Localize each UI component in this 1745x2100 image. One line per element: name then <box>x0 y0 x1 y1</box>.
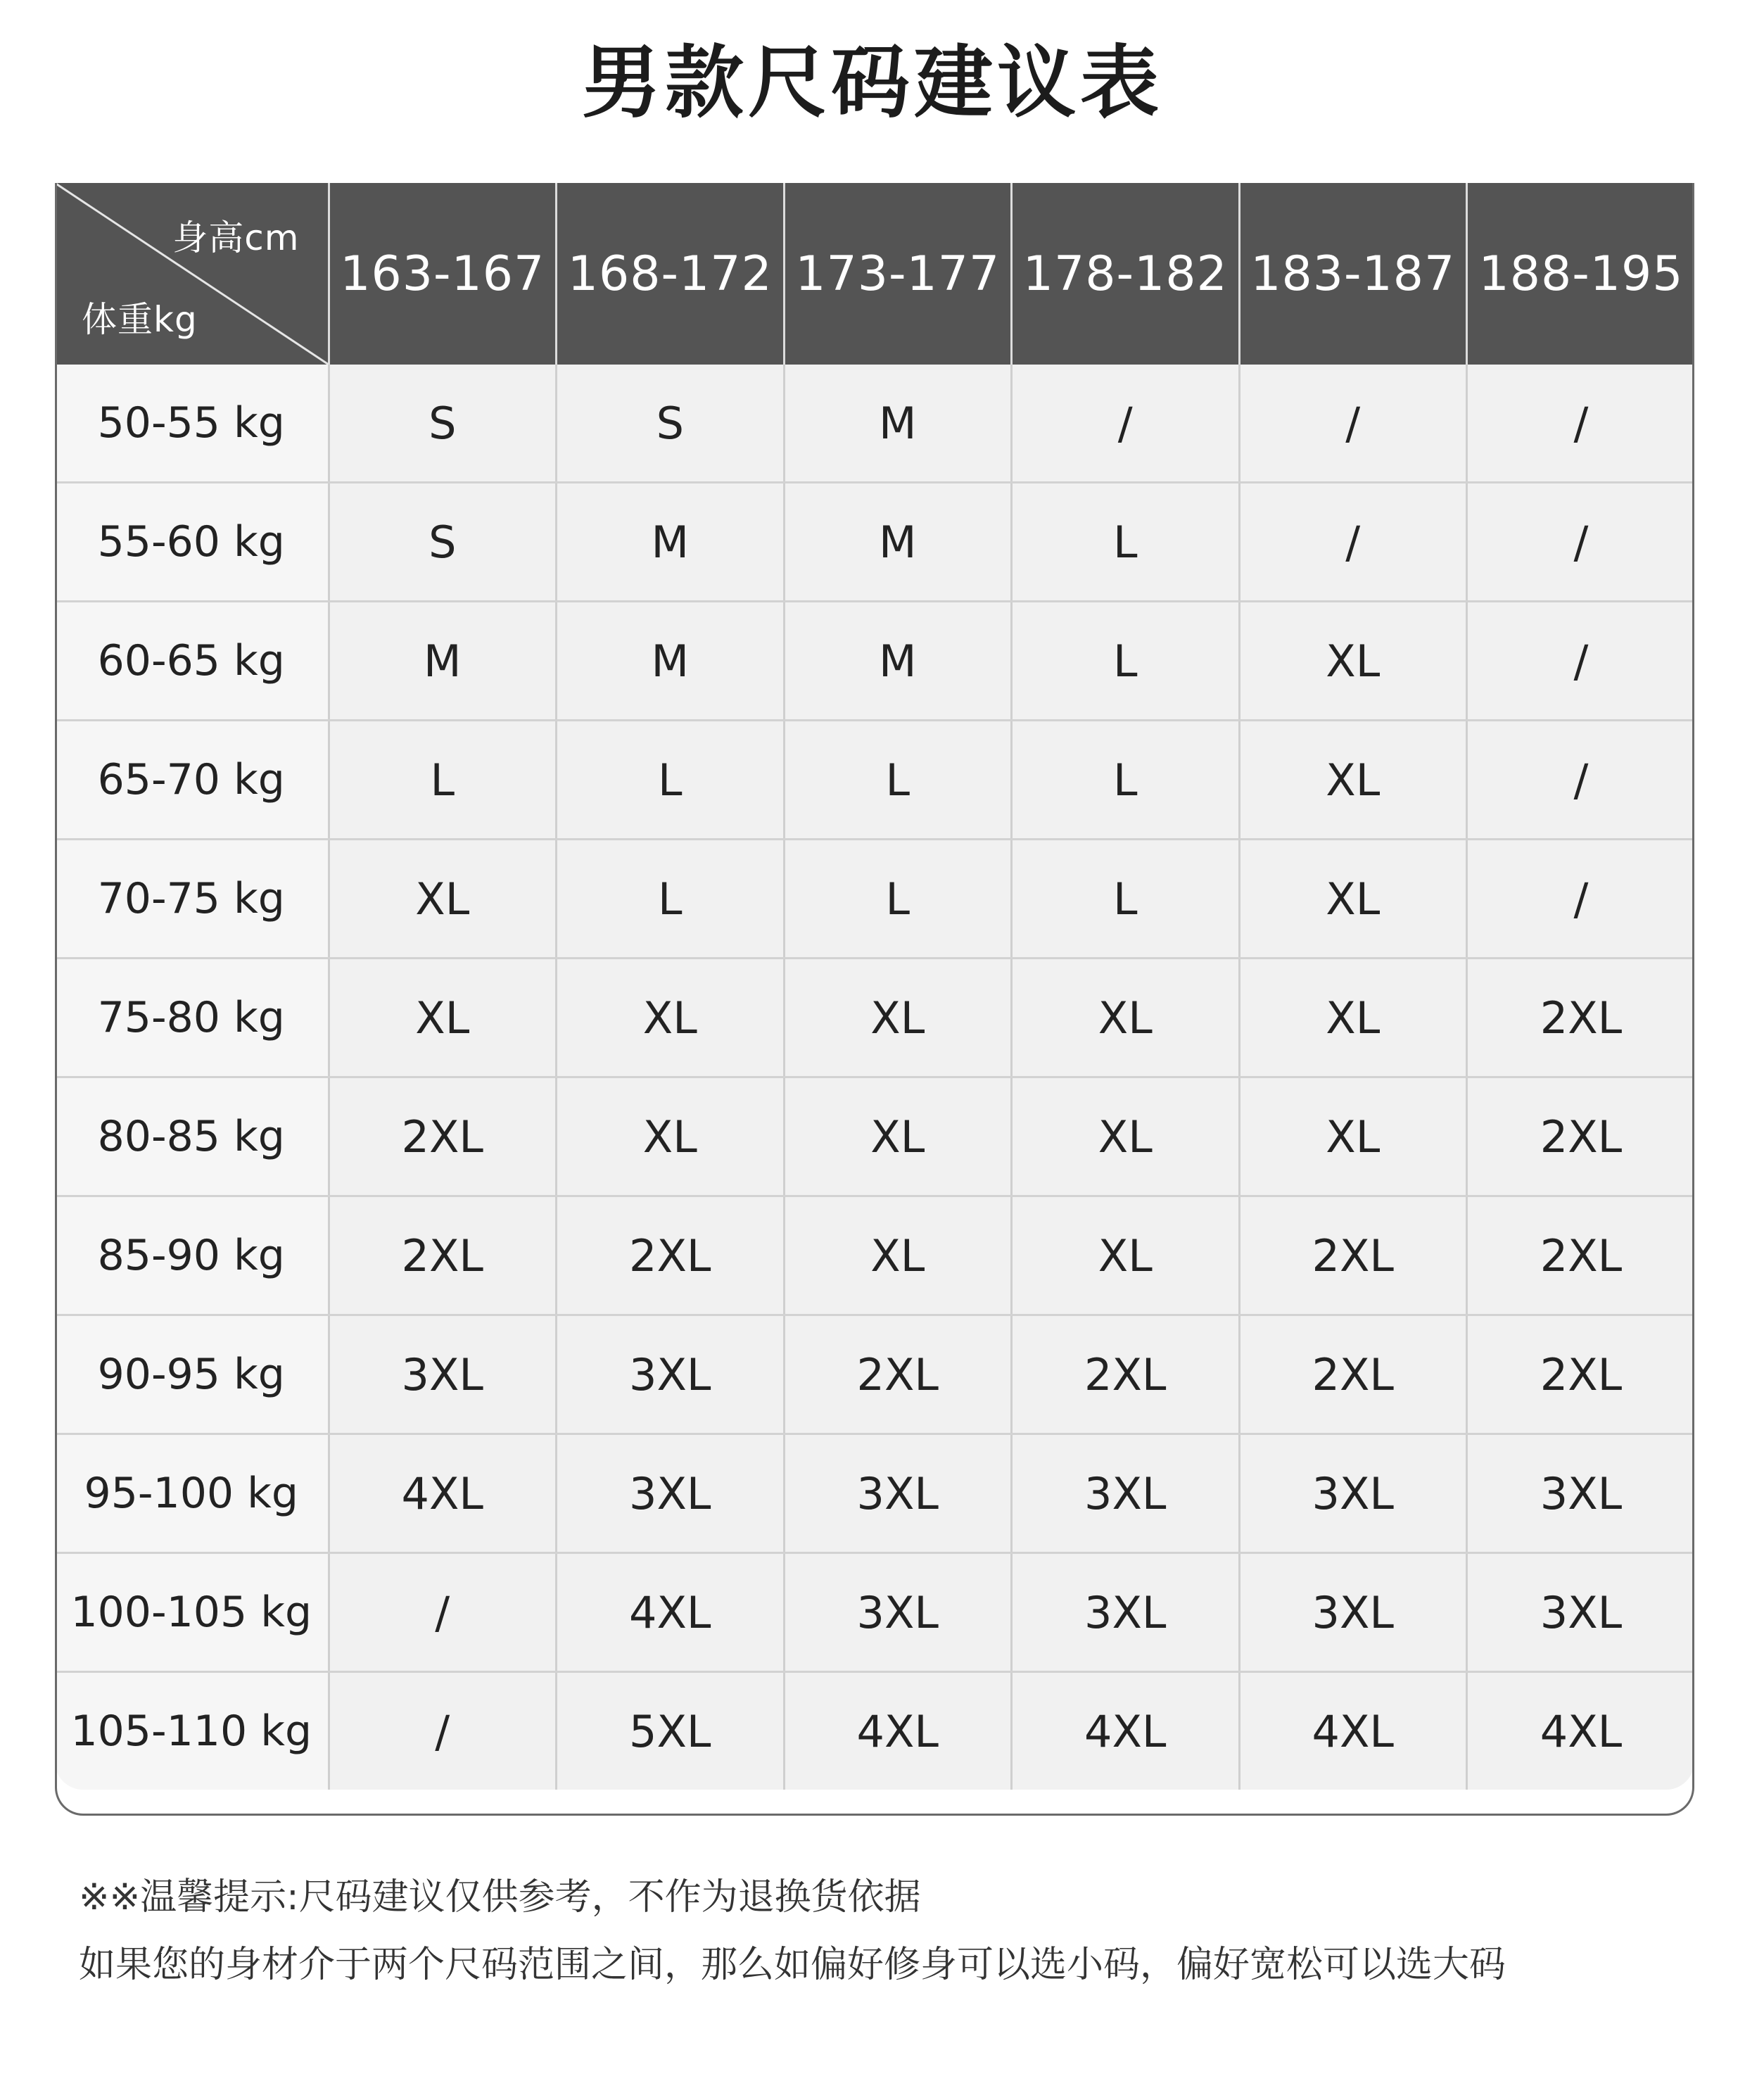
size-cell: XL <box>1239 959 1467 1077</box>
size-cell: 3XL <box>329 1315 557 1434</box>
size-cell: S <box>557 365 785 483</box>
size-cell: XL <box>329 959 557 1077</box>
size-cell: 3XL <box>784 1553 1012 1672</box>
size-cell: L <box>784 840 1012 959</box>
table-row <box>55 721 1694 840</box>
size-cell: M <box>784 365 1012 483</box>
size-cell: XL <box>1239 840 1467 959</box>
size-cell: 2XL <box>1239 1196 1467 1315</box>
size-cell: 2XL <box>1239 1315 1467 1434</box>
advice-line: 如果您的身材介于两个尺码范围之间，那么如偏好修身可以选小码，偏好宽松可以选大码 <box>79 1944 1506 1986</box>
size-cell: 2XL <box>329 1196 557 1315</box>
tip-line: ※※温馨提示:尺码建议仅供参考，不作为退换货依据 <box>79 1876 921 1918</box>
table-row <box>55 1077 1694 1196</box>
size-cell: 2XL <box>784 1315 1012 1434</box>
size-cell: M <box>557 483 785 602</box>
size-cell: 4XL <box>784 1672 1012 1790</box>
size-cell: 3XL <box>1467 1553 1695 1672</box>
size-cell: XL <box>784 959 1012 1077</box>
height-column-header: 183-187 <box>1239 183 1467 365</box>
table-row <box>55 365 1694 483</box>
height-axis-label: 身高cm <box>172 217 300 258</box>
size-cell: XL <box>1012 1077 1240 1196</box>
weight-row-header: 90-95 kg <box>55 1315 329 1434</box>
size-cell: / <box>1467 365 1695 483</box>
size-cell: XL <box>557 959 785 1077</box>
size-cell: XL <box>329 840 557 959</box>
weight-row-header: 70-75 kg <box>55 840 329 959</box>
table-row <box>55 1315 1694 1434</box>
weight-row-header: 50-55 kg <box>55 365 329 483</box>
header-row <box>55 183 1694 365</box>
height-column-header: 188-195 <box>1467 183 1695 365</box>
size-cell: M <box>784 483 1012 602</box>
size-cell: M <box>329 602 557 721</box>
table-row <box>55 1553 1694 1672</box>
size-cell: XL <box>1239 721 1467 840</box>
size-cell: M <box>557 602 785 721</box>
size-cell: S <box>329 365 557 483</box>
size-cell: XL <box>1239 1077 1467 1196</box>
table-row <box>55 602 1694 721</box>
size-cell: 3XL <box>1467 1434 1695 1553</box>
table-row <box>55 1672 1694 1790</box>
size-cell: / <box>329 1553 557 1672</box>
weight-row-header: 65-70 kg <box>55 721 329 840</box>
size-cell: L <box>557 840 785 959</box>
size-cell: 3XL <box>1239 1553 1467 1672</box>
size-cell: L <box>329 721 557 840</box>
size-cell: 4XL <box>1012 1672 1240 1790</box>
size-cell: L <box>1012 721 1240 840</box>
weight-row-header: 100-105 kg <box>55 1553 329 1672</box>
corner-header-cell <box>55 183 329 365</box>
size-cell: 2XL <box>1012 1315 1240 1434</box>
weight-row-header: 85-90 kg <box>55 1196 329 1315</box>
height-column-header: 163-167 <box>329 183 557 365</box>
size-cell: / <box>1239 365 1467 483</box>
table-row <box>55 959 1694 1077</box>
weight-axis-label: 体重kg <box>82 299 198 340</box>
size-cell: / <box>1239 483 1467 602</box>
notes-block <box>79 1864 1697 1999</box>
size-cell: L <box>784 721 1012 840</box>
size-cell: / <box>1467 602 1695 721</box>
size-cell: 3XL <box>1012 1434 1240 1553</box>
table-row <box>55 1434 1694 1553</box>
weight-row-header: 60-65 kg <box>55 602 329 721</box>
size-cell: XL <box>1012 1196 1240 1315</box>
table-row <box>55 1196 1694 1315</box>
size-cell: / <box>329 1672 557 1790</box>
size-cell: 3XL <box>784 1434 1012 1553</box>
weight-row-header: 95-100 kg <box>55 1434 329 1553</box>
size-cell: 3XL <box>1012 1553 1240 1672</box>
size-cell: S <box>329 483 557 602</box>
size-cell: 3XL <box>1239 1434 1467 1553</box>
size-cell: 5XL <box>557 1672 785 1790</box>
size-cell: 2XL <box>329 1077 557 1196</box>
weight-row-header: 55-60 kg <box>55 483 329 602</box>
table-row <box>55 840 1694 959</box>
size-cell: 3XL <box>557 1434 785 1553</box>
size-cell: XL <box>784 1196 1012 1315</box>
height-column-header: 173-177 <box>784 183 1012 365</box>
size-cell: 3XL <box>557 1315 785 1434</box>
table-body <box>55 365 1694 1790</box>
page-title: 男款尺码建议表 <box>582 37 1163 129</box>
size-cell: 4XL <box>1239 1672 1467 1790</box>
size-cell: L <box>1012 483 1240 602</box>
size-cell: 2XL <box>1467 959 1695 1077</box>
size-cell: 2XL <box>557 1196 785 1315</box>
table-row <box>55 483 1694 602</box>
weight-row-header: 105-110 kg <box>55 1672 329 1790</box>
size-cell: / <box>1467 483 1695 602</box>
size-cell: / <box>1012 365 1240 483</box>
size-cell: / <box>1467 840 1695 959</box>
size-cell: 4XL <box>1467 1672 1695 1790</box>
weight-row-header: 80-85 kg <box>55 1077 329 1196</box>
size-cell: XL <box>1012 959 1240 1077</box>
size-chart-table <box>55 183 1694 1790</box>
size-cell: XL <box>784 1077 1012 1196</box>
size-cell: 2XL <box>1467 1315 1695 1434</box>
size-cell: / <box>1467 721 1695 840</box>
height-column-header: 178-182 <box>1012 183 1240 365</box>
size-cell: L <box>557 721 785 840</box>
size-cell: 2XL <box>1467 1196 1695 1315</box>
size-cell: L <box>1012 602 1240 721</box>
size-cell: M <box>784 602 1012 721</box>
size-cell: L <box>1012 840 1240 959</box>
size-cell: 2XL <box>1467 1077 1695 1196</box>
size-cell: 4XL <box>329 1434 557 1553</box>
height-column-header: 168-172 <box>557 183 785 365</box>
weight-row-header: 75-80 kg <box>55 959 329 1077</box>
size-cell: 4XL <box>557 1553 785 1672</box>
size-cell: XL <box>557 1077 785 1196</box>
size-cell: XL <box>1239 602 1467 721</box>
